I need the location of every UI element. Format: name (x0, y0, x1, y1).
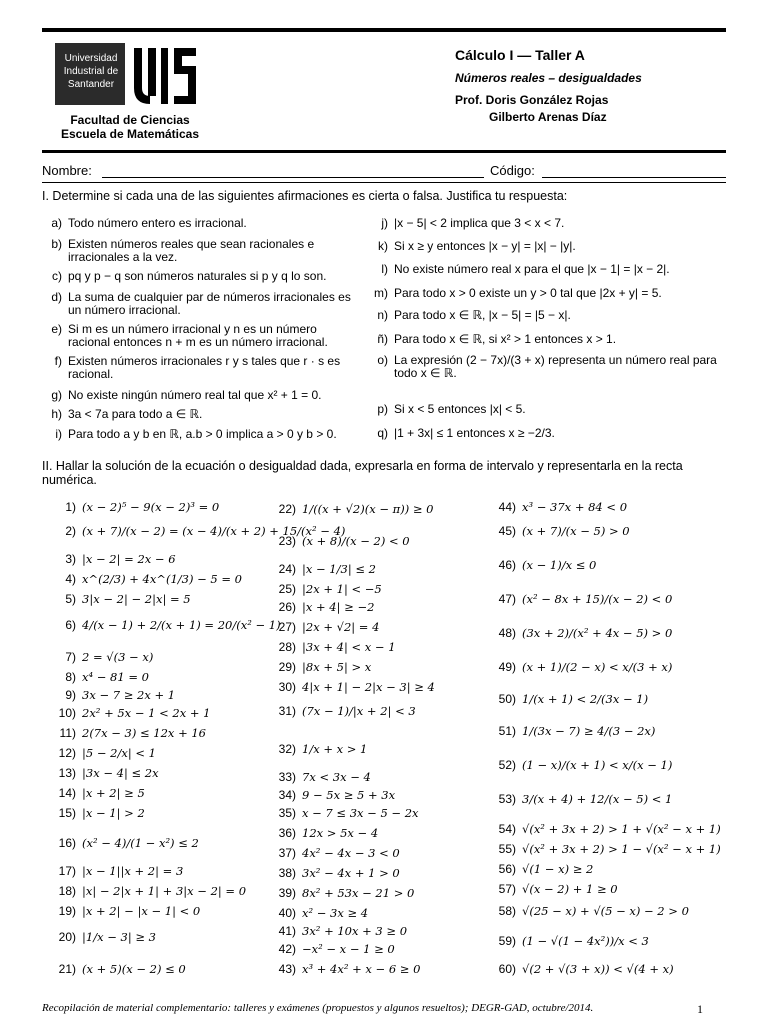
statement-item (42, 428, 358, 441)
statement-item (368, 309, 726, 322)
exercise-item (262, 502, 433, 516)
exercise-item (262, 742, 367, 756)
exercise-number: 47) (498, 592, 516, 606)
exercise-number: 41) (278, 924, 296, 938)
statement-item (42, 291, 358, 316)
exercise-item (262, 906, 368, 920)
exercise-item (42, 806, 145, 820)
statement-text: Para todo a y b en ℝ, a.b > 0 implica a > 0 y b > 0. (68, 427, 337, 441)
statement-item (42, 323, 358, 348)
course-title: Cálculo I — Taller A (455, 47, 585, 63)
exercise-item (262, 924, 407, 938)
page-number: 1 (697, 1002, 703, 1016)
exercise-number: 1) (65, 500, 76, 514)
exercise-number: 59) (498, 934, 516, 948)
exercise-number: 19) (58, 904, 76, 918)
statement-label: c) (52, 269, 62, 283)
exercise-expression: x⁴ − 81 = 0 (82, 670, 149, 684)
statement-text: pq y p − q son números naturales si p y q lo son. (68, 269, 327, 283)
exercise-item (262, 680, 435, 694)
exercise-number: 22) (278, 502, 296, 516)
faculty-block (40, 113, 220, 141)
statement-item (42, 389, 358, 402)
exercise-expression: (x + 7)/(x − 5) > 0 (522, 524, 630, 538)
exercise-number: 56) (498, 862, 516, 876)
exercise-item (262, 942, 395, 956)
exercise-expression: (x + 5)(x − 2) ≤ 0 (82, 962, 186, 976)
exercise-item (262, 886, 414, 900)
exercise-item (262, 866, 400, 880)
exercise-number: 15) (58, 806, 76, 820)
statement-label: f) (54, 354, 62, 368)
faculty-name: Facultad de Ciencias (70, 113, 190, 127)
statement-text: Para todo x > 0 existe un y > 0 tal que |2x + y| = 5. (394, 286, 662, 300)
exercise-number: 53) (498, 792, 516, 806)
exercise-item (262, 704, 416, 718)
exercise-number: 44) (498, 500, 516, 514)
course-subtitle: Números reales – desigualdades (455, 71, 642, 85)
exercise-expression: (x − 1)/x ≤ 0 (522, 558, 597, 572)
exercise-expression: |5 − 2/x| < 1 (82, 746, 156, 760)
statement-text: Para todo x ∈ ℝ, |x − 5| = |5 − x|. (394, 308, 571, 322)
exercise-number: 6) (65, 618, 76, 632)
exercise-expression: 4x² − 4x − 3 < 0 (302, 846, 400, 860)
statement-text: Si x ≥ y entonces |x − y| = |x| − |y|. (394, 239, 576, 253)
exercise-number: 7) (65, 650, 76, 664)
exercise-expression: (x² − 8x + 15)/(x − 2) < 0 (522, 592, 673, 606)
exercise-expression: √(x² + 3x + 2) > 1 + √(x² − x + 1) (522, 822, 721, 836)
statement-item (368, 217, 726, 230)
exercise-number: 10) (58, 706, 76, 720)
exercise-number: 60) (498, 962, 516, 976)
exercise-number: 8) (65, 670, 76, 684)
exercise-item (482, 558, 596, 572)
exercise-expression: 1/(3x − 7) ≥ 4/(3 − 2x) (522, 724, 656, 738)
statement-label: b) (51, 237, 62, 251)
statement-item (368, 403, 726, 416)
statement-item (42, 355, 358, 380)
statement-item (368, 240, 726, 253)
exercise-expression: |x − 2| = 2x − 6 (82, 552, 176, 566)
exercise-item (42, 930, 156, 944)
exercise-expression: (1 − √(1 − 4x²))/x < 3 (522, 934, 649, 948)
statement-label: j) (381, 216, 388, 230)
exercise-number: 28) (278, 640, 296, 654)
statement-label: k) (378, 239, 388, 253)
exercise-number: 20) (58, 930, 76, 944)
exercise-expression: 9 − 5x ≥ 5 + 3x (302, 788, 396, 802)
statement-text: |1 + 3x| ≤ 1 entonces x ≥ −2/3. (394, 426, 555, 440)
statement-label: e) (51, 322, 62, 336)
exercise-number: 52) (498, 758, 516, 772)
code-field[interactable] (542, 163, 726, 178)
exercise-item (42, 904, 200, 918)
exercise-item (482, 934, 649, 948)
exercise-expression: (x + 7)/(x − 2) = (x − 4)/(x + 2) + 15/(x² − 4) (82, 524, 346, 538)
exercise-expression: x^(2/3) + 4x^(1/3) − 5 = 0 (82, 572, 242, 586)
exercise-number: 18) (58, 884, 76, 898)
name-field[interactable] (102, 163, 484, 178)
exercise-expression: |x − 1| > 2 (82, 806, 145, 820)
statement-item (42, 408, 358, 421)
exercise-number: 40) (278, 906, 296, 920)
exercise-number: 43) (278, 962, 296, 976)
statement-label: i) (55, 427, 62, 441)
exercise-expression: 1/((x + √2)(x − π)) ≥ 0 (302, 502, 434, 516)
exercise-expression: |x − 1/3| ≤ 2 (302, 562, 376, 576)
exercise-expression: |x + 2| ≥ 5 (82, 786, 145, 800)
exercise-item (482, 842, 721, 856)
exercise-number: 57) (498, 882, 516, 896)
professor-2: Gilberto Arenas Díaz (489, 110, 607, 124)
statement-text: No existe ningún número real tal que x² + 1 = 0. (68, 388, 322, 402)
exercise-item (482, 882, 618, 896)
exercise-item (42, 746, 156, 760)
section-2-title: II. Hallar la solución de la ecuación o desigualdad dada, expresarla en forma de intervalo y representarla en la recta numérica. (42, 459, 683, 487)
exercise-item (42, 572, 242, 586)
statement-item (42, 270, 358, 283)
exercise-number: 36) (278, 826, 296, 840)
exercise-number: 54) (498, 822, 516, 836)
statement-item (368, 263, 726, 276)
exercise-expression: √(2 + √(3 + x)) < √(4 + x) (522, 962, 674, 976)
exercise-item (262, 582, 382, 596)
exercise-number: 11) (59, 726, 76, 740)
statement-text: No existe número real x para el que |x − 1| = |x − 2|. (394, 262, 670, 276)
statement-text: Existen números irracionales r y s tales que r · s es racional. (68, 354, 341, 381)
exercise-item (42, 618, 281, 632)
exercise-item (262, 806, 419, 820)
school-name: Escuela de Matemáticas (60, 127, 200, 141)
exercise-number: 38) (278, 866, 296, 880)
exercise-expression: x³ − 37x + 84 < 0 (522, 500, 628, 514)
exercise-expression: √(x − 2) + 1 ≥ 0 (522, 882, 618, 896)
exercise-item (482, 524, 630, 538)
statement-text: La suma de cualquier par de números irracionales es un número irracional. (68, 290, 351, 317)
exercise-expression: |2x + √2| = 4 (302, 620, 380, 634)
exercise-item (262, 620, 379, 634)
exercise-item (482, 500, 627, 514)
exercise-expression: 2(7x − 3) ≤ 12x + 16 (82, 726, 207, 740)
exercise-expression: 7x < 3x − 4 (302, 770, 371, 784)
exercise-number: 23) (278, 534, 296, 548)
exercise-item (482, 692, 648, 706)
exercise-expression: 3x² − 4x + 1 > 0 (302, 866, 400, 880)
statement-item (42, 217, 358, 230)
statement-label: d) (51, 290, 62, 304)
exercise-number: 5) (65, 592, 76, 606)
exercise-expression: √(x² + 3x + 2) > 1 − √(x² − x + 1) (522, 842, 721, 856)
exercise-number: 27) (278, 620, 296, 634)
exercise-number: 46) (498, 558, 516, 572)
exercise-number: 25) (278, 582, 296, 596)
statement-text: Existen números reales que sean racionales e irracionales a la vez. (68, 237, 315, 264)
exercise-item (482, 724, 655, 738)
exercise-expression: 3x² + 10x + 3 ≥ 0 (302, 924, 408, 938)
statement-text: |x − 5| < 2 implica que 3 < x < 7. (394, 216, 565, 230)
exercise-expression: 4|x + 1| − 2|x − 3| ≥ 4 (302, 680, 435, 694)
statement-label: m) (374, 286, 388, 300)
uis-logo-icon (130, 42, 200, 108)
exercise-expression: 3/(x + 4) + 12/(x − 5) < 1 (522, 792, 673, 806)
statement-item (368, 287, 726, 300)
statement-label: o) (377, 353, 388, 367)
exercise-item (482, 962, 674, 976)
statement-text: Todo número entero es irracional. (68, 216, 247, 230)
exercise-number: 9) (65, 688, 76, 702)
exercise-number: 51) (498, 724, 516, 738)
exercise-item (42, 884, 246, 898)
exercise-expression: √(25 − x) + √(5 − x) − 2 > 0 (522, 904, 689, 918)
statement-text: 3a < 7a para todo a ∈ ℝ. (68, 407, 203, 421)
exercise-item (42, 864, 183, 878)
exercise-item (482, 822, 721, 836)
statement-label: p) (377, 402, 388, 416)
exercise-item (262, 770, 371, 784)
exercise-expression: 3|x − 2| − 2|x| = 5 (82, 592, 191, 606)
exercise-expression: 3x − 7 ≥ 2x + 1 (82, 688, 176, 702)
exercise-expression: 4/(x − 1) + 2/(x + 1) = 20/(x² − 1) (82, 618, 281, 632)
exercise-item (42, 688, 175, 702)
statement-text: Para todo x ∈ ℝ, si x² > 1 entonces x > 1. (394, 332, 617, 346)
exercise-item (482, 626, 672, 640)
exercise-item (42, 706, 210, 720)
exercise-expression: |x| − 2|x + 1| + 3|x − 2| = 0 (82, 884, 247, 898)
exercise-expression: −x² − x − 1 ≥ 0 (302, 942, 395, 956)
exercise-item (262, 846, 400, 860)
exercise-expression: |1/x − 3| ≥ 3 (82, 930, 156, 944)
exercise-expression: (3x + 2)/(x² + 4x − 5) > 0 (522, 626, 673, 640)
exercise-item (42, 670, 149, 684)
exercise-number: 17) (58, 864, 76, 878)
statement-label: h) (51, 407, 62, 421)
exercise-expression: |3x + 4| < x − 1 (302, 640, 396, 654)
top-rule (42, 28, 726, 32)
exercise-number: 32) (278, 742, 296, 756)
exercise-number: 37) (278, 846, 296, 860)
statement-item (42, 238, 358, 263)
exercise-expression: 8x² + 53x − 21 > 0 (302, 886, 415, 900)
exercise-item (482, 792, 672, 806)
statement-label: l) (381, 262, 388, 276)
exercise-number: 30) (278, 680, 296, 694)
exercise-number: 21) (58, 962, 76, 976)
exercise-item (42, 766, 159, 780)
exercise-number: 35) (278, 806, 296, 820)
exercise-number: 4) (65, 572, 76, 586)
exercise-expression: 2x² + 5x − 1 < 2x + 1 (82, 706, 211, 720)
exercise-item (262, 534, 410, 548)
exercise-number: 13) (58, 766, 76, 780)
form-rule (42, 182, 726, 183)
statement-text: Si x < 5 entonces |x| < 5. (394, 402, 526, 416)
statement-item (368, 354, 726, 379)
exercise-expression: x³ + 4x² + x − 6 ≥ 0 (302, 962, 421, 976)
exercise-number: 29) (278, 660, 296, 674)
exercise-expression: 2 = √(3 − x) (82, 650, 154, 664)
header-rule (42, 150, 726, 153)
exercise-expression: (7x − 1)/|x + 2| < 3 (302, 704, 416, 718)
exercise-expression: (x + 1)/(2 − x) < x/(3 + x) (522, 660, 673, 674)
footer-text: Recopilación de material complementario: talleres y exámenes (propuestos y algunos resueltos); DEGR-GAD, octubre/2014. (42, 1002, 594, 1014)
statement-text: La expresión (2 − 7x)/(3 + x) representa un número real para todo x ∈ ℝ. (394, 353, 717, 380)
exercise-expression: 1/x + x > 1 (302, 742, 368, 756)
exercise-expression: (1 − x)/(x + 1) < x/(x − 1) (522, 758, 673, 772)
exercise-expression: √(1 − x) ≥ 2 (522, 862, 594, 876)
exercise-item (42, 650, 153, 664)
exercise-number: 12) (58, 746, 76, 760)
professor-1: Prof. Doris González Rojas (455, 93, 609, 107)
exercise-number: 16) (58, 836, 76, 850)
exercise-item (482, 660, 672, 674)
exercise-item (42, 726, 206, 740)
exercise-item (262, 826, 378, 840)
exercise-number: 50) (498, 692, 516, 706)
exercise-number: 26) (278, 600, 296, 614)
exercise-expression: x − 7 ≤ 3x − 5 − 2x (302, 806, 419, 820)
exercise-item (482, 904, 689, 918)
exercise-item (42, 786, 145, 800)
exercise-expression: |8x + 5| > x (302, 660, 372, 674)
exercise-number: 58) (498, 904, 516, 918)
exercise-number: 3) (65, 552, 76, 566)
exercise-item (42, 962, 186, 976)
exercise-number: 2) (65, 524, 76, 538)
exercise-number: 48) (498, 626, 516, 640)
statement-label: n) (377, 308, 388, 322)
exercise-item (482, 592, 672, 606)
exercise-item (262, 640, 396, 654)
section-1-title: I. Determine si cada una de las siguientes afirmaciones es cierta o falsa. Justifica tu respuesta: (42, 189, 568, 203)
exercise-number: 39) (278, 886, 296, 900)
statement-label: g) (51, 388, 62, 402)
exercise-expression: 12x > 5x − 4 (302, 826, 379, 840)
exercise-number: 49) (498, 660, 516, 674)
exercise-number: 45) (498, 524, 516, 538)
exercise-number: 33) (278, 770, 296, 784)
exercise-item (262, 788, 395, 802)
exercise-number: 14) (58, 786, 76, 800)
exercise-number: 42) (278, 942, 296, 956)
exercise-number: 55) (498, 842, 516, 856)
exercise-item (262, 660, 371, 674)
exercise-number: 31) (278, 704, 296, 718)
name-label: Nombre: (42, 163, 92, 178)
code-label: Código: (490, 163, 535, 178)
statement-label: q) (377, 426, 388, 440)
exercise-item (42, 552, 176, 566)
exercise-item (482, 862, 593, 876)
exercise-expression: |x + 4| ≥ −2 (302, 600, 375, 614)
statement-text: Si m es un número irracional y n es un número racional entonces n + m es un número irracional. (68, 322, 328, 349)
exercise-expression: 1/(x + 1) < 2/(3x − 1) (522, 692, 649, 706)
exercise-number: 24) (278, 562, 296, 576)
exercise-expression: |3x − 4| ≤ 2x (82, 766, 159, 780)
university-logo-text: Universidad Industrial de Santander (63, 53, 119, 90)
exercise-item (42, 592, 191, 606)
exercise-expression: |x + 2| − |x − 1| < 0 (82, 904, 201, 918)
exercise-expression: |2x + 1| < −5 (302, 582, 382, 596)
exercise-item (42, 836, 199, 850)
exercise-item (262, 600, 374, 614)
exercise-number: 34) (278, 788, 296, 802)
statement-item (368, 333, 726, 346)
exercise-expression: |x − 1||x + 2| = 3 (82, 864, 184, 878)
exercise-item (262, 962, 420, 976)
exercise-item (262, 562, 376, 576)
exercise-expression: x² − 3x ≥ 4 (302, 906, 369, 920)
statement-item (368, 427, 726, 440)
exercise-expression: (x² − 4)/(1 − x²) ≤ 2 (82, 836, 199, 850)
statement-label: ñ) (377, 332, 388, 346)
exercise-item (42, 500, 219, 514)
exercise-item (482, 758, 672, 772)
exercise-expression: (x − 2)⁵ − 9(x − 2)³ = 0 (82, 500, 220, 514)
statement-label: a) (51, 216, 62, 230)
exercise-expression: (x + 8)/(x − 2) < 0 (302, 534, 410, 548)
